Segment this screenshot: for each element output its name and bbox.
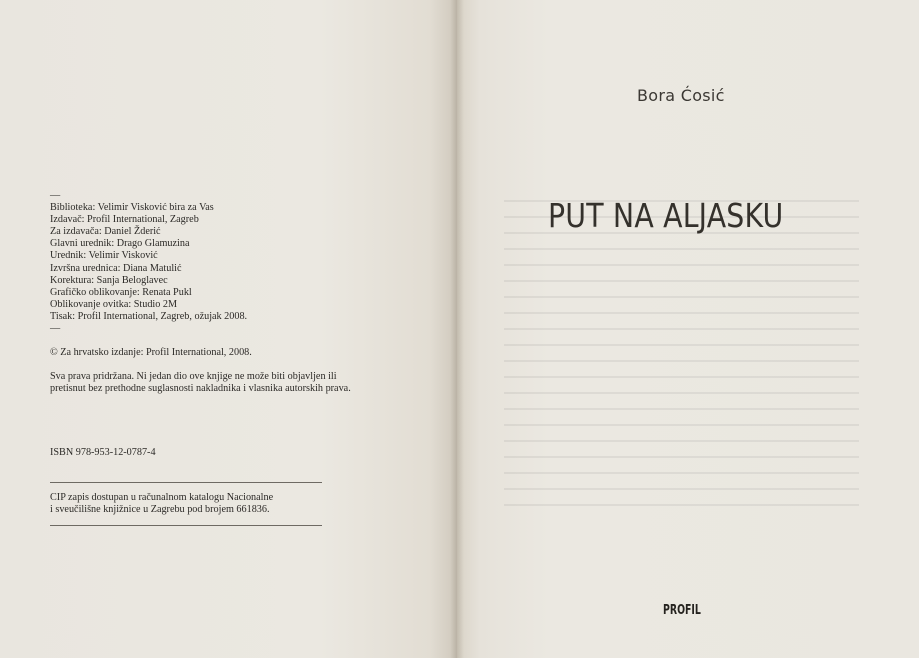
- imprint-line: Za izdavača: Daniel Žderić: [50, 226, 161, 238]
- top-divider: [50, 482, 322, 483]
- book-title: PUT NA ALJASKU: [548, 196, 784, 235]
- bottom-divider: [50, 525, 322, 526]
- imprint-line: Oblikovanje ovitka: Studio 2M: [50, 298, 178, 310]
- author-name: Bora Ćosić: [637, 86, 725, 105]
- imprint-line: Izvršna urednica: Diana Matulić: [50, 262, 182, 274]
- imprint-line: Grafičko oblikovanje: Renata Pukl: [50, 286, 192, 298]
- book-gutter: [450, 0, 464, 658]
- copyright-notice: © Za hrvatsko izdanje: Profil International, 2008.: [50, 347, 252, 359]
- cip-line: CIP zapis dostupan u računalnom katalogu Nacionalne: [50, 492, 274, 503]
- imprint-line: Urednik: Velimir Visković: [50, 250, 158, 262]
- imprint-line: Izdavač: Profil International, Zagreb: [50, 214, 199, 226]
- rights-line: Sva prava pridržana. Ni jedan dio ove knjige ne može biti objavljen ili: [50, 371, 337, 383]
- isbn: ISBN 978-953-12-0787-4: [50, 447, 156, 458]
- cip-line: i sveučilišne knjižnice u Zagrebu pod brojem 661836.: [50, 504, 270, 516]
- rights-line: pretisnut bez prethodne suglasnosti nakladnika i vlasnika autorskih prava.: [50, 383, 351, 395]
- publisher-logo: PROFIL: [663, 603, 701, 618]
- imprint-block: [50, 190, 420, 395]
- imprint-line: Tisak: Profil International, Zagreb, ožujak 2008.: [50, 310, 248, 322]
- show-through-text: [504, 200, 859, 520]
- imprint-line: Biblioteka: Velimir Visković bira za Vas: [50, 202, 214, 214]
- cip-block: [50, 492, 273, 516]
- imprint-line: —: [50, 323, 61, 335]
- imprint-line: Korektura: Sanja Beloglavec: [50, 274, 168, 286]
- imprint-line: Glavni urednik: Drago Glamuzina: [50, 238, 190, 250]
- left-page: [0, 0, 457, 658]
- imprint-line: —: [50, 190, 61, 201]
